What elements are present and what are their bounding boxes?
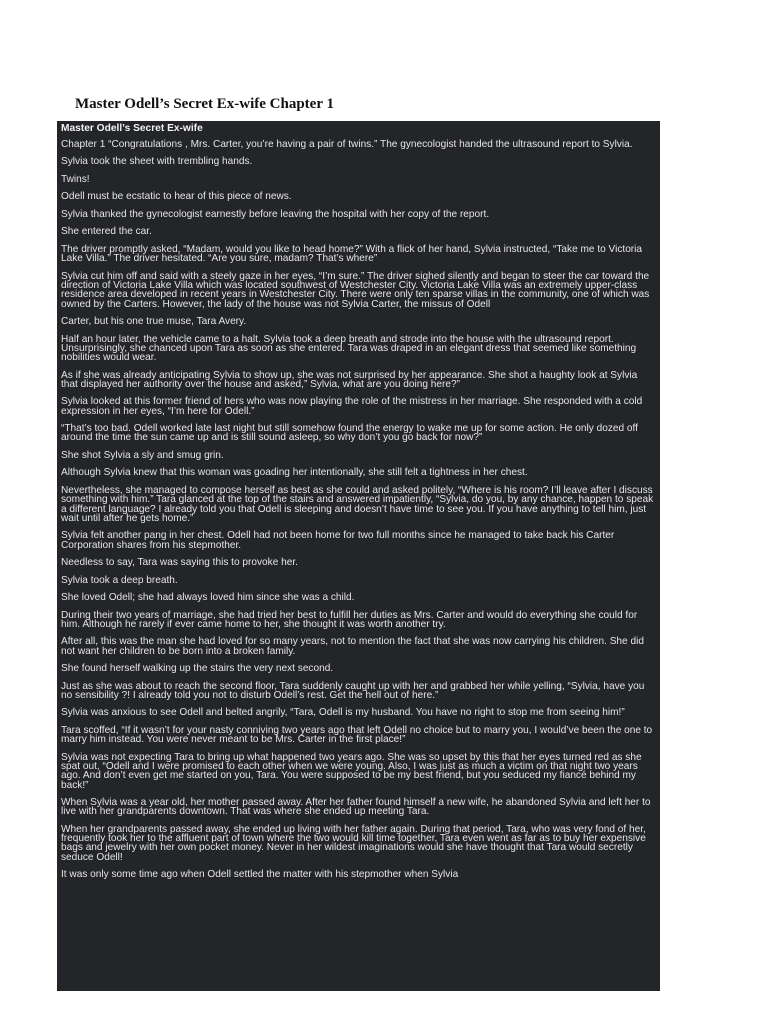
paragraph: She shot Sylvia a sly and smug grin. [61,449,224,461]
panel-heading: Master Odell’s Secret Ex-wife [61,123,203,134]
paragraph: Sylvia cut him off and said with a steely gaze in her eyes, “I’m sure.” The driver sighed silently and began to steer the car toward the direction of Victoria Lake Villa which was located southwest of Westchester City. Victoria Lake Villa was an extremely upper-class residence area developed in recent years in Westchester City. There were only ten sparse villas in the community, one of which was owned by the Carters. However, the lady of the house was not Sylvia Carter, the missus of Odell [61,270,650,310]
paragraph: It was only some time ago when Odell settled the matter with his stepmother when Sylvia [61,869,459,881]
paragraph: Nevertheless, she managed to compose herself as best as she could and asked politely, “Where is his room? I’ll leave after I discuss something with him.” Tara glanced at the top of the stairs and answered impatiently, “Sylvia, do you, by any chance, happen to speak a different language? I already told you that Odell is sleeping and doesn’t have time to see you. If you have anything to tell him, just wait until after he gets home.” [61,484,654,524]
paragraph: Chapter 1 “Congratulations , Mrs. Carter, you’re having a pair of twins.” The gynecologist handed the ultrasound report to Sylvia. [61,139,633,150]
paragraph: Sylvia looked at this former friend of hers who was now playing the role of the mistress in her marriage. She responded with a cold expression in her eyes, “I’m here for Odell.” [61,396,643,417]
paragraph: As if she was already anticipating Sylvia to show up, she was not surprised by her appearance. She shot a haughty look at Sylvia that displayed her authority over the house and asked,” Sylvia, what are you doing here?” [61,369,638,390]
chapter-text-panel [57,121,660,991]
document-title: Master Odell’s Secret Ex-wife Chapter 1 [75,96,334,112]
paragraph: Odell must be ecstatic to hear of this piece of news. [61,191,292,203]
paragraph: Tara scoffed, “If it wasn’t for your nasty conniving two years ago that left Odell no choice but to marry you, I would’ve been the one to marry him instead. You were never meant to be Mrs. Carter in the first place!” [61,724,653,746]
paragraph: Needless to say, Tara was saying this to provoke her. [61,557,298,569]
paragraph: She found herself walking up the stairs the very next second. [61,663,334,675]
paragraph: Half an hour later, the vehicle came to a halt. Sylvia took a deep breath and strode into the house with the ultrasound report. Unsurprisingly, she chanced upon Tara as soon as she entered. Tara was draped in an elegant dress that seemed like something nobilities would wear. [61,333,637,364]
paragraph: When Sylvia was a year old, her mother passed away. After her father found himself a new wife, he abandoned Sylvia and left her to live with her grandparents downtown. That was where she ended up meeting Tara. [61,797,651,818]
paragraph: When her grandparents passed away, she ended up living with her father again. During that period, Tara, who was very fond of her, frequently took her to the affluent part of town where the two would kill time together, Tara even went as far as to buy her expensive bags and jewelry with her own pocket money. Never in her wildest imaginations would she have thought that Tara would secretly seduce Odell! [61,823,646,863]
paragraph: “That’s too bad. Odell worked late last night but still somehow found the energy to wake me up for some action. He only dozed off around the time the sun came up and is still sound asleep, so why don’t you go back for now?” [61,423,638,444]
paragraph: Sylvia thanked the gynecologist earnestly before leaving the hospital with her copy of the report. [61,208,490,220]
paragraph: Carter, but his one true muse, Tara Avery. [61,316,247,328]
paragraph: She entered the car. [61,226,152,238]
paragraph: Sylvia was not expecting Tara to bring up what happened two years ago. She was so upset by this that her eyes turned red as she spat out, “Odell and I were promised to each other when we were young. Also, I was just as much a victim on that night two years ago. And don’t even get me started on you, Tara. You were supposed to be my best friend, but you seduced my fiancé behind my back!” [61,751,642,791]
paragraph: Sylvia felt another pang in her chest. Odell had not been home for two full months since he managed to take back his Carter Corporation shares from his stepmother. [61,530,615,551]
paragraph: Sylvia took a deep breath. [61,574,178,586]
paragraph: Sylvia took the sheet with trembling hands. [61,156,253,168]
paragraph: During their two years of marriage, she had tried her best to fulfill her duties as Mrs. Carter and would do everything she could for him. Although he rarely if ever came home to her, she thought it was worth another try. [61,609,638,630]
paragraph: After all, this was the man she had loved for so many years, not to mention the fact that she was now carrying his children. She did not want her children to be born into a broken family. [61,636,644,657]
paragraph: Just as she was about to reach the second floor, Tara suddenly caught up with her and grabbed her while yelling, “Sylvia, have you no sensibility ?! I already told you not to disturb Odell’s rest. Get the hell out of here.” [61,680,645,701]
paragraph: Twins! [61,173,90,185]
paragraph: Sylvia was anxious to see Odell and belted angrily, “Tara, Odell is my husband. You have no right to stop me from seeing him!” [61,707,625,719]
paragraph: The driver promptly asked, “Madam, would you like to head home?” With a flick of her hand, Sylvia instructed, “Take me to Victoria Lake Villa.” The driver hesitated. “Are you sure, madam? That’s where” [61,243,643,265]
paragraph: Although Sylvia knew that this woman was goading her intentionally, she still felt a tightness in her chest. [61,467,528,479]
paragraph: She loved Odell; she had always loved him since she was a child. [61,592,355,604]
